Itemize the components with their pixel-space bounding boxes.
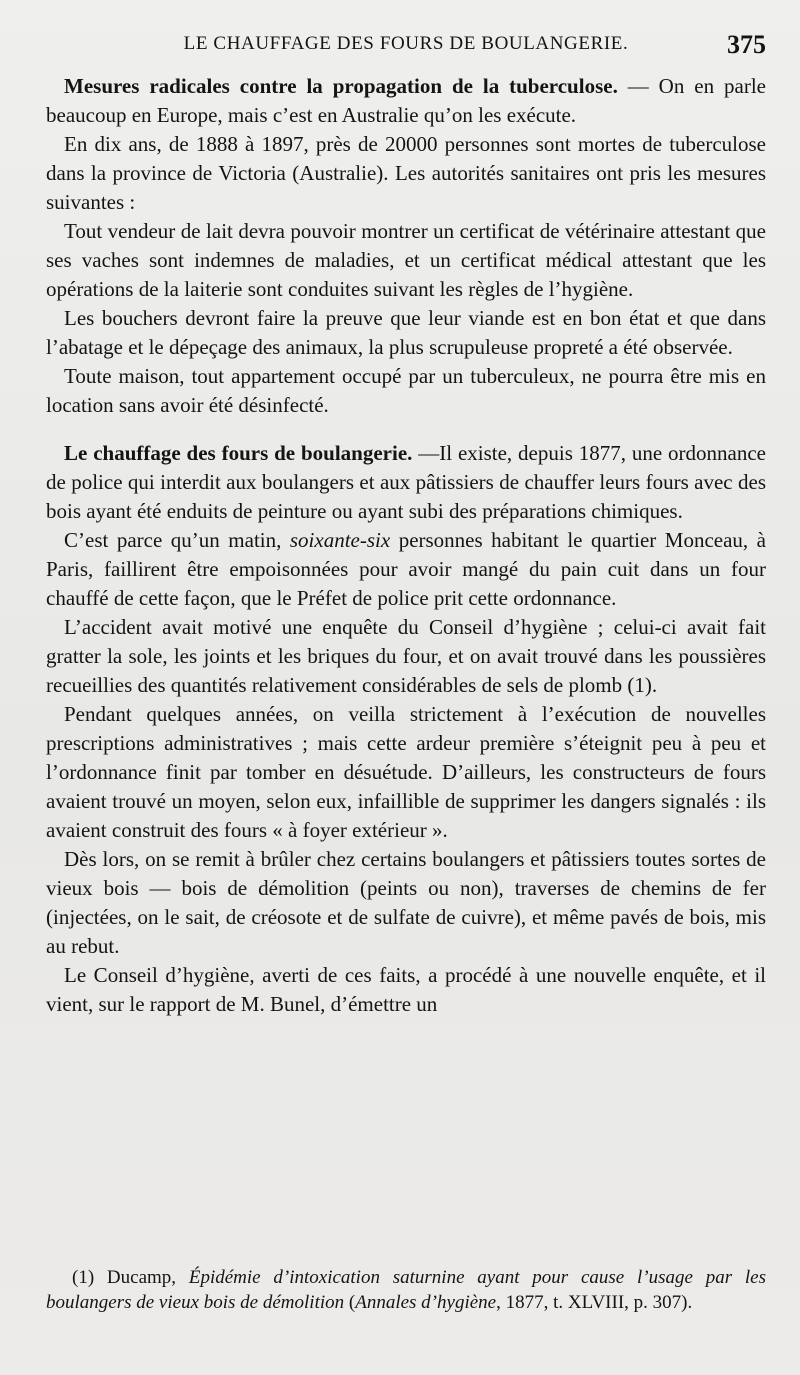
footnote	[46, 1265, 766, 1315]
footnote-journal: Annales d’hygiène	[355, 1292, 497, 1313]
paragraph: Le Conseil d’hygiène, averti de ces faits, a procédé à une nouvelle enquête, et il vient, sur le rapport de M. Bunel, d’émettre un	[46, 963, 766, 1016]
section-heading-tuberculose: Mesures radicales contre la propagation de la tuberculose.	[64, 74, 618, 98]
footnotes	[46, 1265, 766, 1315]
main-text	[46, 72, 766, 1019]
paragraph	[46, 526, 766, 613]
paragraph: Toute maison, tout appartement occupé par un tuberculeux, ne pourra être mis en location sans avoir été désinfecté.	[46, 364, 766, 417]
footnote-title: Épidémie d’intoxication saturnine ayant pour cause l’usage par les boulangers de vieux bois de démolition	[46, 1267, 766, 1313]
section-heading-chauffage: Le chauffage des fours de boulangerie.	[64, 441, 413, 465]
running-header	[46, 30, 766, 61]
section-tuberculose-intro	[46, 72, 766, 130]
paragraph: En dix ans, de 1888 à 1897, près de 20000 personnes sont mortes de tuberculose dans la province de Victoria (Australie). Les autorités sanitaires ont pris les mesures suivantes :	[46, 132, 766, 214]
emphasis-text: soixante-six	[289, 528, 391, 552]
paragraph: Pendant quelques années, on veilla strictement à l’exécution de nouvelles prescriptions administratives ; mais cette ardeur première s’éteignit peu à peu et l’ordonnance finit par tomber en désuétude. D’ailleurs, les constructeurs de fours avaient trouvé un moyen, selon eux, infaillible de supprimer les dangers signalés : ils avaient construit des fours « à foyer extérieur ».	[46, 702, 766, 842]
paragraph: L’accident avait motivé une enquête du Conseil d’hygiène ; celui-ci avait fait gratter la sole, les joints et les briques du four, et on avait trouvé dans les poussières recueillies des quantités relativement considérables de sels de plomb (1).	[46, 615, 766, 697]
paragraph-text: personnes habitant le quartier Monceau, à Paris, faillirent être empoisonnées pour avoir mangé du pain cuit dans un four chauffé de cette façon, que le Préfet de police prit cette ordonnance.	[46, 528, 766, 610]
footnote-reference: , 1877, t. XLVIII, p. 307).	[496, 1292, 693, 1313]
paragraph: Tout vendeur de lait devra pouvoir montrer un certificat de vétérinaire attestant que ses vaches sont indemnes de maladies, et un certificat médical attestant que les opérations de la laiterie sont conduites suivant les règles de l’hygiène.	[46, 219, 766, 301]
footnote-mark: (1) Ducamp,	[72, 1267, 189, 1288]
running-title: LE CHAUFFAGE DES FOURS DE BOULANGERIE.	[183, 33, 629, 54]
page-number: 375	[727, 30, 766, 59]
paragraph-text: C’est parce qu’un matin,	[64, 528, 290, 552]
footnote-paren: (	[344, 1292, 356, 1313]
section-chauffage-intro	[46, 439, 766, 526]
paragraph: Les bouchers devront faire la preuve que leur viande est en bon état et que dans l’abatage et le dépeçage des animaux, la plus scrupuleuse propreté a été observée.	[46, 306, 766, 359]
section-lead-tuberculose: — On en parle beaucoup en Europe, mais c’est en Australie qu’on les exécute.	[46, 74, 766, 127]
section-lead-chauffage: —Il existe, depuis 1877, une ordonnance de police qui interdit aux boulangers et aux pâtissiers de chauffer leurs fours avec des bois ayant été enduits de peinture ou ayant subi des préparations chimiques.	[46, 441, 766, 523]
paragraph: Dès lors, on se remit à brûler chez certains boulangers et pâtissiers toutes sortes de vieux bois — bois de démolition (peints ou non), traverses de chemins de fer (injectées, on le sait, de créosote et de sulfate de cuivre), et même pavés de bois, mis au rebut.	[46, 847, 766, 958]
